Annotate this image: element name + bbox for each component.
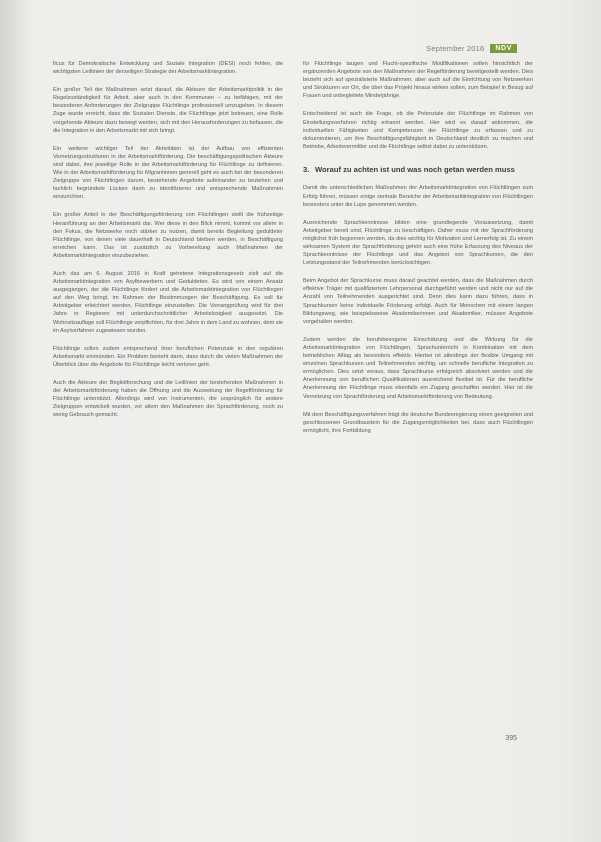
paragraph: ficus für Demokratische Entwicklung und Soziale Integration (DESI) noch fehlen, die wichtigsten Leitlinien der derzeitigen Strategie der Arbeitsmarktintegration. [53, 61, 283, 76]
paragraph: Ausreichende Sprachkenntnisse bilden eine grundlegende Voraussetzung, damit Arbeitgeber bereit sind, Flüchtlinge zu beschäftigen. Daher muss mit der Sprachförderung möglichst früh begonnen werden, da dies wichtig für Motivation und Lernerfolg ist. Zu einem wirksamen System der Sprachförderung gehört auch eine frühe Erfassung des Niveaus der Sprachkenntnisse der Flüchtlinge und das Angebot von Sprachkursen, die den Leistungsstand der Teilnehmenden berücksichtigen. [303, 219, 533, 267]
paragraph: Ein großer Anteil in der Beschäftigungsförderung von Flüchtlingen stellt die frühzeitige Heranführung an den Arbeitsmarkt dar. Wer diese in den Blick nimmt, kommt vor allem in den Fokus, die Netzwerke noch stärker zu nutzen, damit bereits Begleitung geduldeter Flüchtlinge, von denen viele dauerhaft in Deutschland bleiben werden, in Beschäftigung erreichen kann. Das ist zusätzlich zu Vorbereitung auch Maßnahmen der Arbeitsmarktintegration einzubeziehen. [53, 212, 283, 259]
page-fold-shadow [0, 0, 30, 842]
paragraph: Entscheidend ist auch die Frage, ob die Potenziale der Flüchtlinge im Rahmen von Einstellungsverfahren richtig erkannt werden. Hier wird es darauf ankommen, die individuellen Fähigkeiten und Kompetenzen der Flüchtlinge zu erfassen und zu dokumentieren, um ihre Beschäftigungsfähigkeit in Deutschland deutlich zu machen und Betriebe, Arbeitsvermittler und die Flüchtlinge selbst dabei zu unterstützen. [303, 111, 533, 150]
paragraph: für Flüchtlinge taugen und Flucht-spezifische Modifikationen sollen hinsichtlich der ergänzenden Angebote von den Maßnahmen der Regelförderung bereitgestellt werden. Dies bezieht sich auf spezialisierte Maßnahmen, aber auch auf die Einrichtung von Netzwerken und Strukturen vor Ort, die über das Projekt hinaus wirken sollen, zum Beispiel in Bezug auf Frauen und unbegleitete Minderjährige. [303, 61, 533, 100]
page-header [426, 44, 517, 53]
paragraph: Ein weiterer wichtiger Teil der Aktivitäten ist der Aufbau von effizienten Vernetzungsstrukturen in der Arbeitsmarktförderung. Die beschäftigungspolitischen Akteure sind dabei, ihre jeweilige Rolle in der Arbeitsmarktförderung für Flüchtlinge zu definieren. Wie in der Arbeitsmarktförderung für Migrantinnen generell geht es auch bei der besonderen Zielgruppe von Flüchtlingen darum, bestehende Angebote aufeinander zu beziehen und fachlich begründete Lücken darin zu identifizieren und entsprechende Maßnahmen einzurichten. [53, 145, 283, 201]
paragraph: Flüchtlinge sollen zudem entsprechend ihrer beruflichen Potenziale in den regulären Arbeitsmarkt einmünden. Ein Problem besteht darin, dass durch die vielen Maßnahmen der Überblick über die Angebote für Flüchtlinge leicht verloren geht. [53, 345, 283, 368]
section-heading [303, 165, 533, 175]
paragraph: Auch das am 6. August 2016 in Kraft getretene Integrationsgesetz zielt auf die Arbeitsmarktintegration von Asylbewerbern und Geduldeten. Es wird von einem Ansatz ausgegangen, der die Flüchtlinge fördert und die Arbeitsmarktintegration von Flüchtlingen auf den Weg bringt, im Rahmen der Bestimmungen der Beschäftigung. Es soll für Arbeitgeber erleichtert werden, Flüchtlinge einzustellen. Die Vorrangprüfung wird für drei Jahre in Regionen mit unterdurchschnittlicher Arbeitslosigkeit ausgesetzt. Die Wohnsitzauflage soll Flüchtlinge verpflichten, für drei Jahre in dem Land zu wohnen, dem sie im Asylverfahren zugewiesen wurden. [53, 270, 283, 334]
publication-badge: NDV [490, 44, 517, 53]
left-column [53, 60, 283, 429]
paragraph: Beim Angebot der Sprachkurse muss darauf geachtet werden, dass die Maßnahmen durch effektive Träger mit qualifiziertem Lehrpersonal durchgeführt werden und nicht nur auf die Anzahl von Teilnehmenden ausgerichtet sind. Denn dies kann dazu führen, dass in Sprachkursen keine individuelle Förderung erfolgt. Auch für Menschen mit einem langen Bildungsweg, wie beispielsweise Akademikerinnen und Akademiker, müssen Angebote vorgehalten werden. [303, 278, 533, 325]
header-date: September 2016 [426, 44, 485, 53]
page-edge-shade [556, 0, 601, 842]
paragraph: Ein großer Teil der Maßnahmen setzt darauf, die Akteure der Arbeitsmarktpolitik in der Regelzuständigkeit für Arbeit, aber auch in den Kommunen – zu befähigen, mit der besonderen Anforderungen der Zielgruppe Flüchtlinge professionell umzugehen. In diesem Zuge wurde erreicht, dass die Sozialen Dienste, die Flüchtlinge jetzt betreuen, eine Rolle vorgehende Akteure dazu bewegt werden, sich mit den Herausforderungen zu befassen, die die Integration in den Arbeitsmarkt mit sich bringt. [53, 87, 283, 134]
page-number: 395 [505, 735, 517, 742]
section-number: 3. [303, 164, 310, 174]
section-title: Worauf zu achten ist und was noch getan werden muss [315, 164, 515, 174]
paragraph: Auch die Akteure der Begleitforschung und die Leitlinien der bestehenden Maßnahmen in der Arbeitsmarktförderung haben die Öffnung und die Ausweitung der Regelförderung für Flüchtlinge unterstützt. Allerdings wird von Instrumenten, die ursprünglich für andere Zielgruppen entwickelt wurden, vor allem den Maßnahmen der Sprachförderung, noch zu wenig Gebrauch gemacht. [53, 380, 283, 419]
paragraph: Damit die unterschiedlichen Maßnahmen der Arbeitsmarktintegration von Flüchtlingen zum Erfolg führen, müssen einige zentrale Bereiche der Arbeitsmarktintegration von Flüchtlingen besonders unter die Lupe genommen werden. [303, 185, 533, 208]
paragraph: Mit dem Beschäftigungsverfahren trägt die deutsche Bundesregierung einen geeigneten und geschlossenen Grundbaustein für die Zugangsmöglichkeiten bei, dass auch Flüchtlingen ermöglicht, ihre Fortbildung [303, 411, 533, 434]
right-column [303, 60, 533, 445]
paragraph: Zudem werden die berufsbezogene Einschätzung und die Wirkung für die Arbeitsmarktintegration von Flüchtlingen, Sprachunterricht in Kombination mit dem betrieblichen Alltag als besonders effektiv. Hierbei ist allerdings der flexible Umgang mit einzelnen Sprachkursen und Teilnehmenden wichtig, um schnelle berufliche Integration zu ermöglichen. Dies setzt voraus, dass Sprachkurse erfolgreich absolviert werden und die Anerkennung von beruflichen Qualifikationen ausreichend flexibel ist. Für die berufliche Anerkennung der Flüchtlinge muss ebenfalls ein Zugang geschaffen werden. Hier ist die Vernetzung von Sprachförderung und Arbeitsmarktförderung von Bedeutung. [303, 336, 533, 400]
